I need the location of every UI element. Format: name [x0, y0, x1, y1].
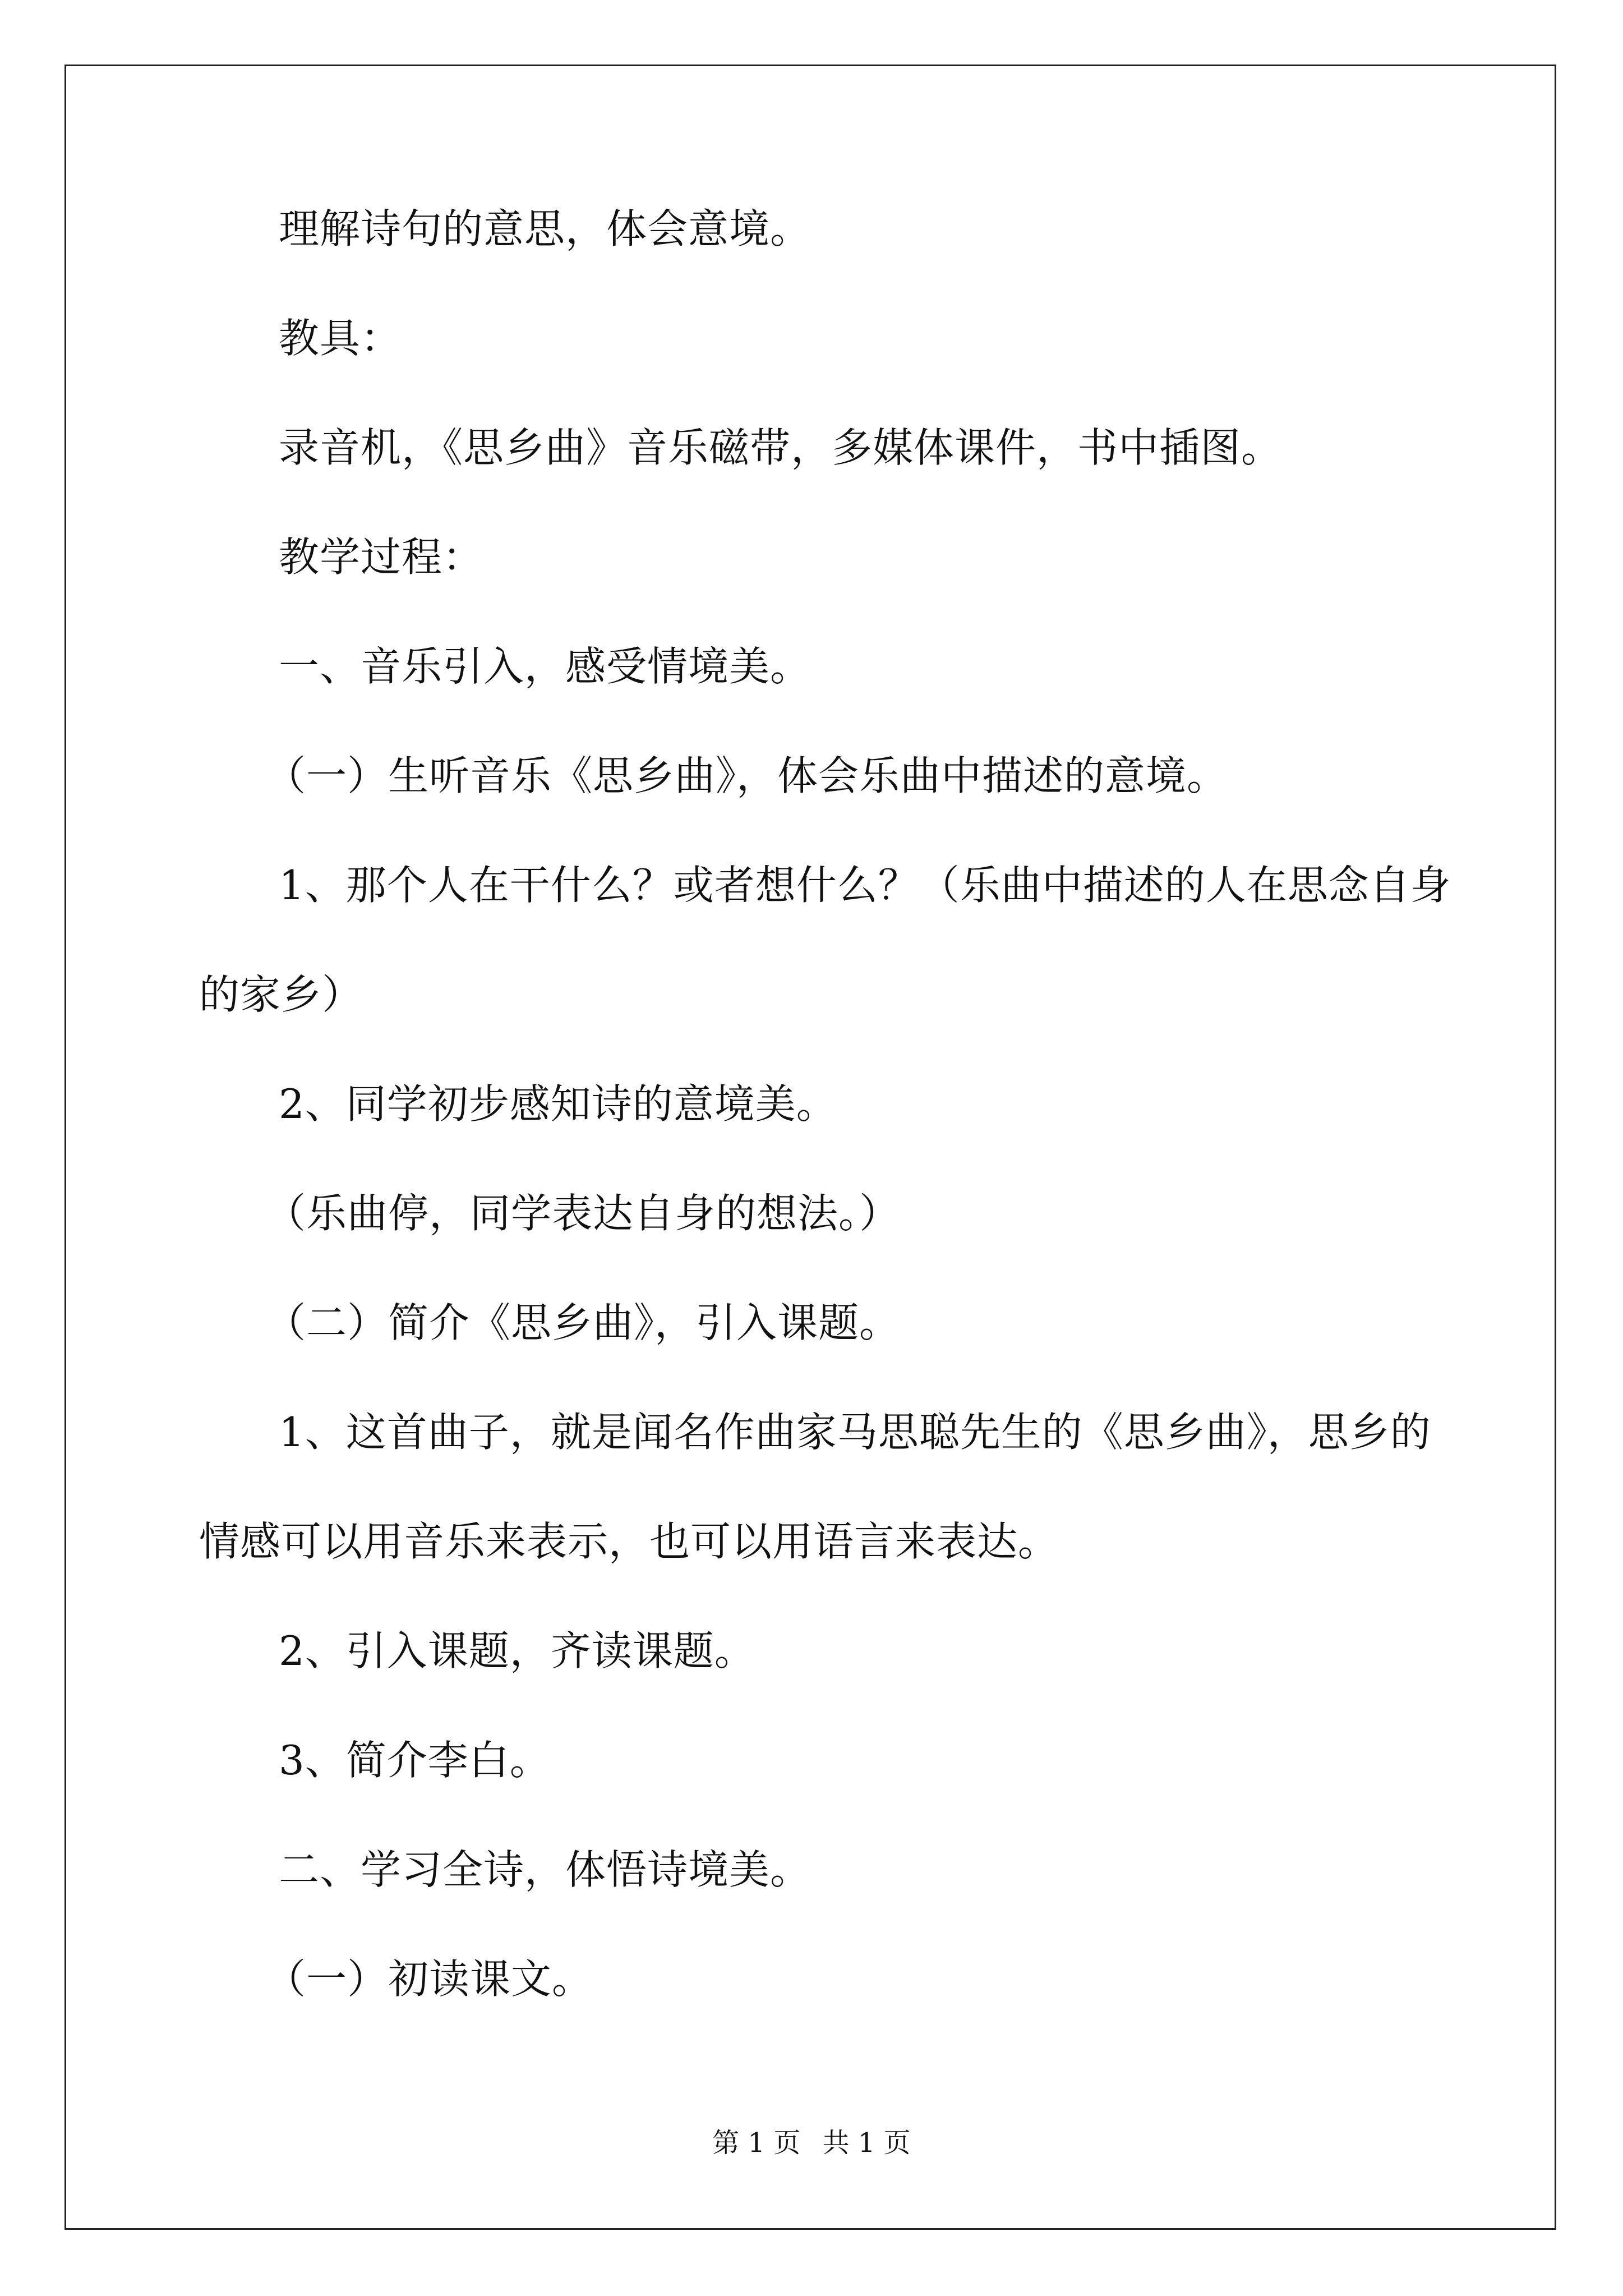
paragraph-line: （二）简介《思乡曲》，引入课题。 [265, 1299, 901, 1346]
paragraph-line: 理解诗句的意思，体会意境。 [279, 205, 811, 252]
page-number: 第 1 页 [712, 2127, 801, 2159]
paragraph-line: 教具： [279, 315, 402, 362]
paragraph-line: 录音机，《思乡曲》音乐磁带，多媒体课件，书中插图。 [279, 424, 1283, 471]
paragraph-line: 1、那个人在干什么？或者想什么？（乐曲中描述的人在思念自身 [279, 862, 1451, 909]
paragraph-line: 1、这首曲子，就是闻名作曲家马思聪先生的《思乡曲》，思乡的 [279, 1409, 1431, 1456]
paragraph-line: 3、简介李白。 [279, 1737, 551, 1784]
paragraph-line: （乐曲停，同学表达自身的想法。） [265, 1190, 901, 1237]
paragraph-line: 2、同学初步感知诗的意境美。 [279, 1080, 837, 1128]
paragraph-line: （一）生听音乐《思乡曲》，体会乐曲中描述的意境。 [265, 752, 1228, 799]
page-total: 共 1 页 [822, 2127, 911, 2159]
page-border [64, 65, 1556, 2230]
paragraph-line: 2、引入课题，齐读课题。 [279, 1627, 755, 1674]
paragraph-line-continuation: 情感可以用音乐来表示，也可以用语言来表达。 [199, 1518, 1059, 1565]
paragraph-line: （一）初读课文。 [265, 1955, 593, 2003]
paragraph-line: 教学过程： [279, 533, 484, 581]
paragraph-line: 一、音乐引入，感受情境美。 [279, 643, 811, 690]
paragraph-line-continuation: 的家乡） [199, 971, 363, 1018]
page-footer [0, 2126, 1623, 2160]
paragraph-line: 二、学习全诗，体悟诗境美。 [279, 1846, 811, 1893]
